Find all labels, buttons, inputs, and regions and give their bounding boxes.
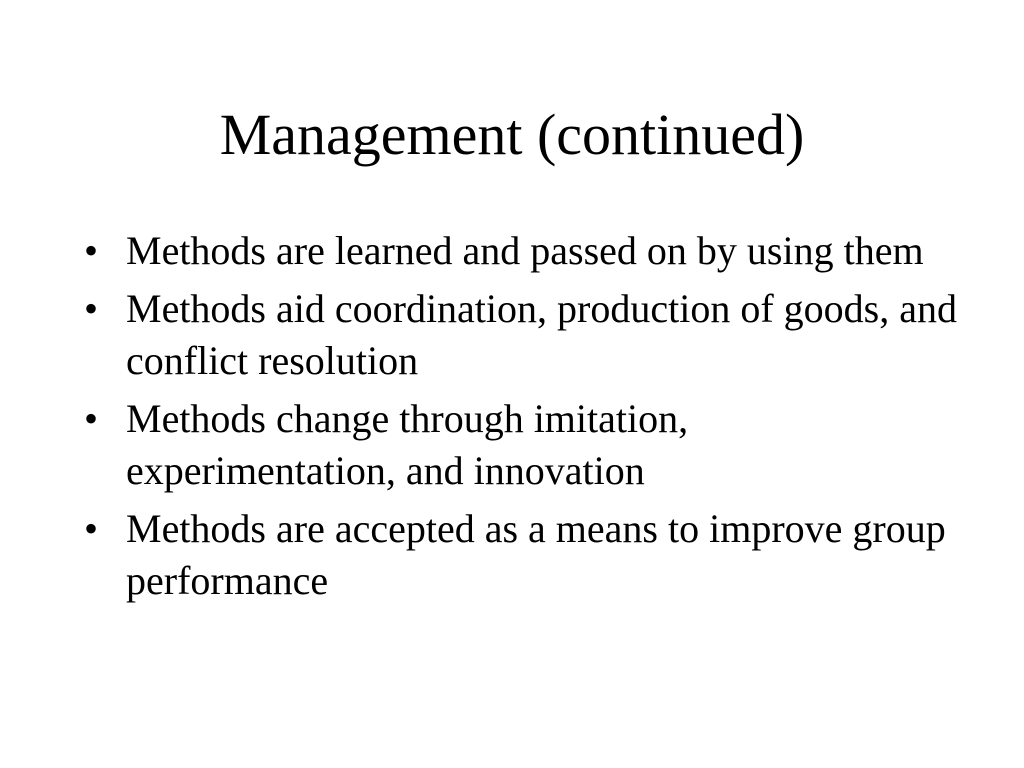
bullet-list — [84, 225, 964, 613]
bullet-icon: • — [84, 396, 99, 441]
bullet-text: Methods are learned and passed on by using them — [126, 228, 924, 273]
bullet-item-2 — [84, 283, 964, 387]
bullet-item-4 — [84, 503, 964, 607]
bullet-item-1 — [84, 225, 964, 277]
bullet-icon: • — [84, 286, 99, 331]
slide-title: Management (continued) — [219, 102, 805, 167]
bullet-item-3 — [84, 393, 964, 497]
bullet-icon: • — [84, 506, 99, 551]
bullet-icon: • — [84, 228, 99, 273]
bullet-text: Methods change through imitation, experimentation, and innovation — [126, 396, 689, 493]
bullet-text: Methods aid coordination, production of goods, and conflict resolution — [126, 286, 957, 383]
bullet-text: Methods are accepted as a means to improve group performance — [126, 506, 946, 603]
